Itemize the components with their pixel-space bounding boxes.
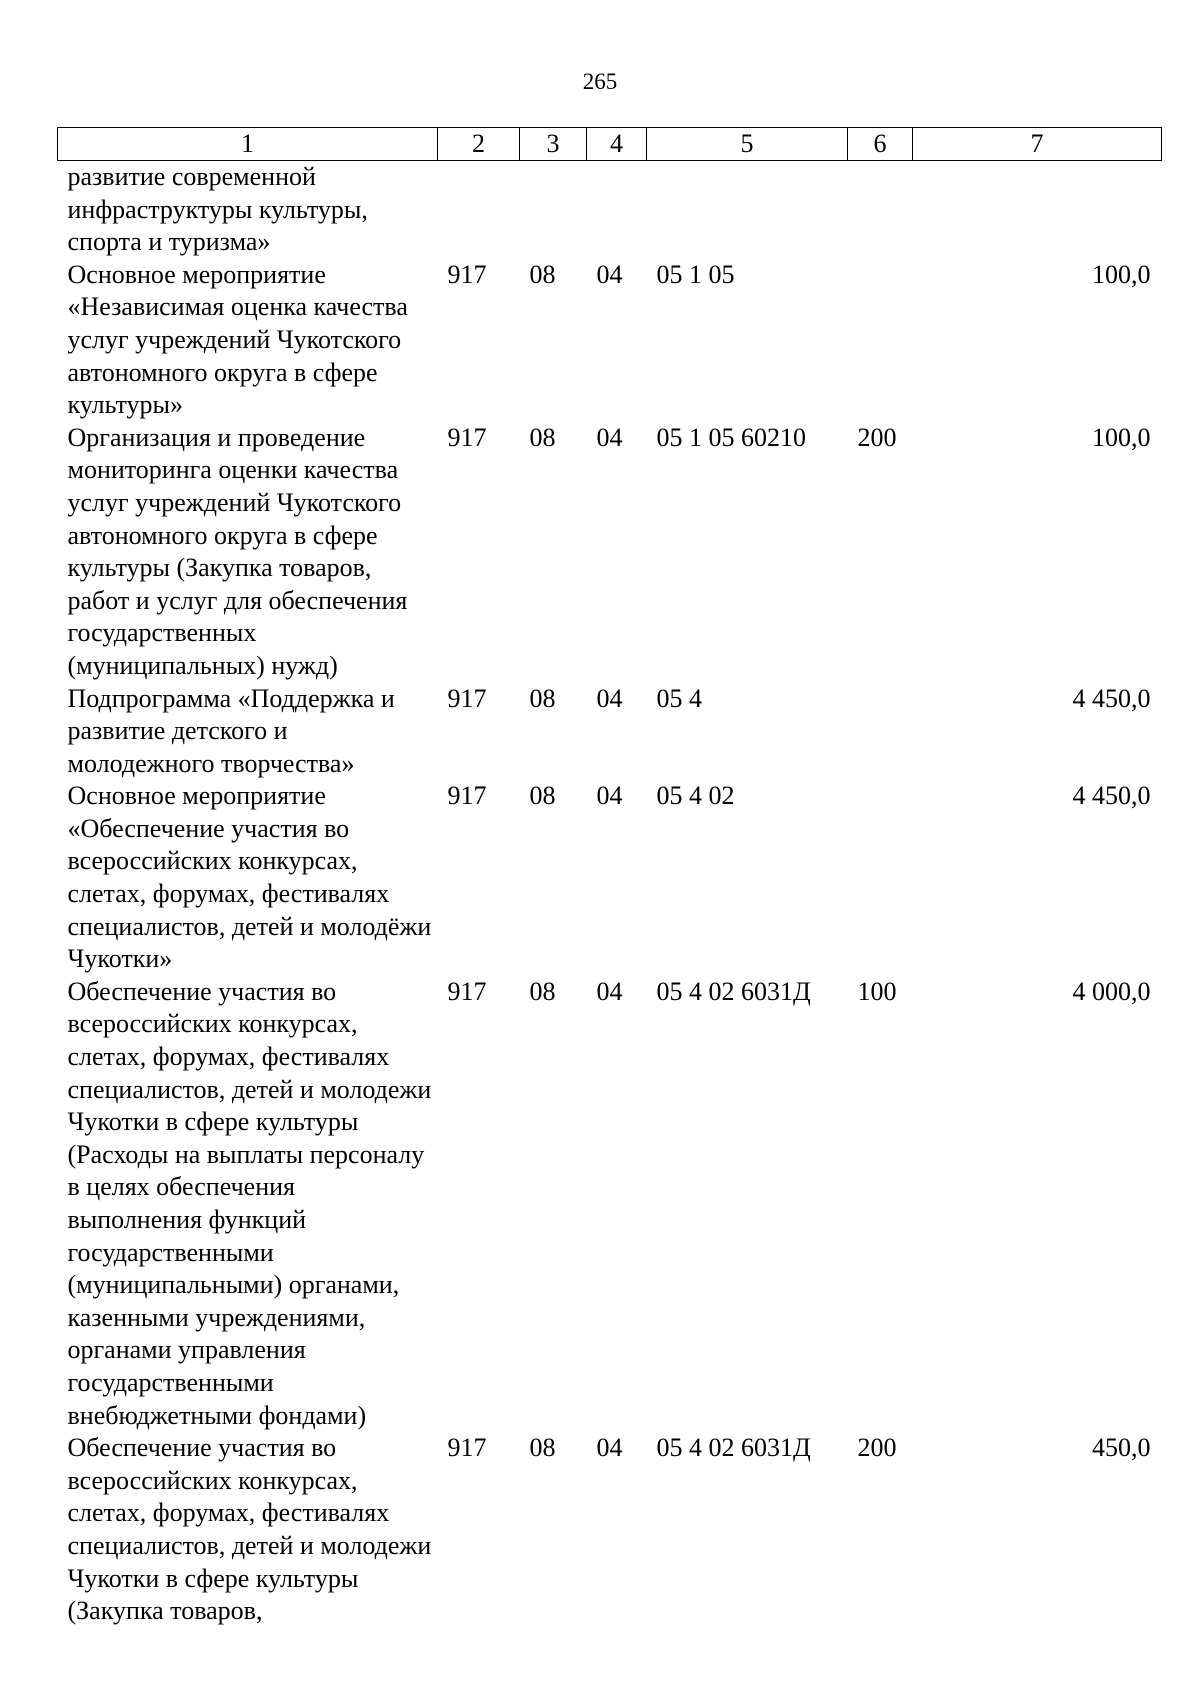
row-target: 05 4 [656,683,702,713]
column-header-3: 3 [520,128,587,161]
row-target: 05 4 02 6031Д [656,1433,811,1463]
page-number: 265 [582,69,618,94]
row-target: 05 4 02 [656,781,735,811]
table-row [58,683,1162,781]
row-expense-type: 100 [857,976,897,1006]
table-row [58,259,1162,422]
column-header-6: 6 [848,128,913,161]
row-amount: 450,0 [1092,1433,1151,1463]
row-expense-type [848,161,913,259]
column-header-4: 4 [587,128,647,161]
row-grbs: 917 [447,781,487,811]
row-amount: 4 450,0 [1072,683,1151,713]
table-row [58,976,1162,1432]
row-expense-type [848,683,913,781]
row-expense-type [848,259,913,422]
row-subsection: 04 [596,976,623,1006]
table-row [58,422,1162,683]
row-grbs: 917 [447,259,487,289]
row-subsection: 04 [596,422,623,452]
row-grbs: 917 [447,683,487,713]
row-expense-type: 200 [857,1433,897,1463]
row-subsection: 04 [596,259,623,289]
table-row [58,780,1162,976]
column-header-2: 2 [438,128,520,161]
budget-table [57,127,1162,1628]
row-target: 05 1 05 60210 [656,422,806,452]
row-target [647,161,848,259]
row-subsection: 04 [596,683,623,713]
row-expense-type [848,780,913,976]
row-subsection [587,161,647,259]
row-name: развитие современной инфраструктуры культуры, спорта и туризма» [67,162,368,257]
row-amount: 4 450,0 [1072,781,1151,811]
row-amount: 4 000,0 [1072,976,1151,1006]
row-section: 08 [529,781,556,811]
row-grbs: 917 [447,422,487,452]
row-section: 08 [529,422,556,452]
row-name: Организация и проведение мониторинга оценки качества услуг учреждений Чукотского автономного округа в сфере культуры (Закупка товаров, работ и услуг для обеспечения государственных (муниципальных) нужд) [67,422,408,680]
row-name: Обеспечение участия во всероссийских конкурсах, слетах, форумах, фестивалях специалистов, детей и молодежи Чукотки в сфере культуры (Расходы на выплаты персоналу в целях обеспечения выполнения функций государственными (муниципальными) органами, казенными учреждениями, органами управления государственными внебюджетными фондами) [67,976,432,1430]
row-name: Основное мероприятие «Независимая оценка качества услуг учреждений Чукотского автономного округа в сфере культуры» [67,259,408,420]
row-grbs: 917 [447,976,487,1006]
table-row [58,161,1162,259]
row-amount [913,161,1162,259]
column-number-header [58,128,1162,161]
row-section: 08 [529,259,556,289]
row-section: 08 [529,1433,556,1463]
row-name: Обеспечение участия во всероссийских конкурсах, слетах, форумах, фестивалях специалистов, детей и молодежи Чукотки в сфере культуры (Закупка товаров, [67,1433,432,1626]
row-subsection: 04 [596,781,623,811]
row-target: 05 4 02 6031Д [656,976,811,1006]
row-subsection: 04 [596,1433,623,1463]
row-grbs [438,161,520,259]
column-header-5: 5 [647,128,848,161]
row-section [520,161,587,259]
row-section: 08 [529,976,556,1006]
row-name: Основное мероприятие «Обеспечение участия во всероссийских конкурсах, слетах, форумах, фестивалях специалистов, детей и молодёжи Чукотки» [67,781,432,974]
row-amount: 100,0 [1092,422,1151,452]
row-amount: 100,0 [1092,259,1151,289]
row-section: 08 [529,683,556,713]
column-header-7: 7 [913,128,1162,161]
table-row [58,1432,1162,1628]
row-expense-type: 200 [857,422,897,452]
row-grbs: 917 [447,1433,487,1463]
column-header-1: 1 [58,128,438,161]
row-name: Подпрограмма «Поддержка и развитие детского и молодежного творчества» [67,683,395,778]
row-target: 05 1 05 [656,259,735,289]
